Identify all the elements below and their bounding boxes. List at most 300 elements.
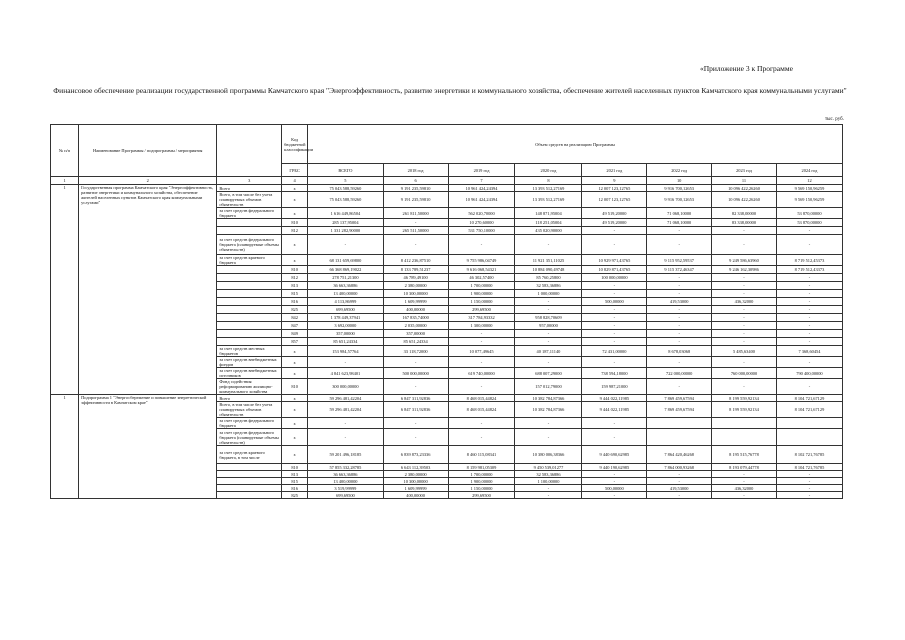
grbs-code: 842 xyxy=(282,314,308,322)
amount-cell: 957,00000 xyxy=(515,322,582,330)
amount-cell: - xyxy=(647,227,712,235)
amount-cell: - xyxy=(582,471,647,478)
column-index: 12 xyxy=(776,177,842,185)
header-year-2024: 2024 год xyxy=(776,164,842,177)
amount-cell: 59 296 481,42204 xyxy=(308,395,384,402)
column-index: 6 xyxy=(383,177,448,185)
amount-cell: 261 811,50000 xyxy=(383,208,448,219)
amount-cell: 4 841 623,98401 xyxy=(308,368,384,379)
amount-cell: - xyxy=(712,306,777,314)
amount-cell: - xyxy=(582,357,647,368)
header-no: № п/п xyxy=(51,125,79,177)
amount-cell: 419,53000 xyxy=(647,485,712,492)
amount-cell: 299,69500 xyxy=(448,306,515,314)
units-label: тыс. руб. xyxy=(825,117,844,122)
amount-cell xyxy=(712,429,777,446)
amount-cell: - xyxy=(776,379,842,395)
amount-cell: - xyxy=(776,306,842,314)
amount-cell: - xyxy=(582,235,647,255)
amount-cell: - xyxy=(647,379,712,395)
amount-cell: - xyxy=(776,485,842,492)
grbs-code: 810 xyxy=(282,464,308,471)
amount-cell: 153 984,57764 xyxy=(308,346,384,357)
column-index: 11 xyxy=(712,177,777,185)
funding-source-label: за счет средств краевого бюджета xyxy=(217,255,282,266)
grbs-code: 847 xyxy=(282,322,308,330)
amount-cell: - xyxy=(647,322,712,330)
amount-cell: 71 068,10000 xyxy=(647,208,712,219)
grbs-code: х xyxy=(282,235,308,255)
amount-cell: 1 150,00000 xyxy=(448,485,515,492)
amount-cell xyxy=(776,429,842,446)
funding-source-label: за счет средств местных бюджетов xyxy=(217,346,282,357)
amount-cell: - xyxy=(515,418,582,429)
amount-cell: - xyxy=(582,338,647,346)
amount-cell: - xyxy=(383,235,448,255)
amount-cell xyxy=(647,429,712,446)
amount-cell: 8 104 721,67129 xyxy=(776,395,842,402)
amount-cell: - xyxy=(776,314,842,322)
amount-cell: 738 594,18000 xyxy=(582,368,647,379)
funding-source-label: Всего, в том числе без учета планируемых объемов обязательств xyxy=(217,402,282,418)
amount-cell: 9 569 150,96259 xyxy=(776,185,842,192)
amount-cell: - xyxy=(647,330,712,338)
amount-cell: 10 300,00000 xyxy=(383,478,448,485)
amount-cell: 436,32000 xyxy=(712,485,777,492)
amount-cell: 10 884 090,49748 xyxy=(515,266,582,274)
amount-cell: 12 007 123,12765 xyxy=(582,185,647,192)
amount-cell: 7 869 459,67594 xyxy=(647,395,712,402)
amount-cell: - xyxy=(776,471,842,478)
column-index-row xyxy=(51,177,843,185)
amount-cell: 3 519,99999 xyxy=(308,485,384,492)
amount-cell: - xyxy=(776,227,842,235)
funding-source-label xyxy=(217,298,282,306)
amount-cell: - xyxy=(515,298,582,306)
funding-source-label xyxy=(217,464,282,471)
amount-cell: - xyxy=(647,492,712,499)
amount-cell: 7 368,60454 xyxy=(776,346,842,357)
amount-cell: - xyxy=(776,274,842,282)
amount-cell xyxy=(776,418,842,429)
amount-cell: 8 193 079,44778 xyxy=(712,464,777,471)
row-number: 1 xyxy=(51,395,79,499)
amount-cell: - xyxy=(383,357,448,368)
header-year-2020: 2020 год xyxy=(515,164,582,177)
amount-cell: 9 616 068,54321 xyxy=(448,266,515,274)
amount-cell: 4 113,86999 xyxy=(308,298,384,306)
amount-cell: 500 000,00000 xyxy=(383,368,448,379)
amount-cell: - xyxy=(647,357,712,368)
amount-cell: 72 431,00000 xyxy=(582,346,647,357)
funding-source-label: Всего xyxy=(217,185,282,192)
amount-cell: 8 199 559,92134 xyxy=(712,402,777,418)
financing-table xyxy=(50,124,843,499)
amount-cell: 8 412 236,87510 xyxy=(383,255,448,266)
amount-cell: 9 569 150,96259 xyxy=(776,192,842,208)
amount-cell: 9 115 952,59537 xyxy=(647,255,712,266)
grbs-code: х xyxy=(282,368,308,379)
amount-cell: - xyxy=(647,314,712,322)
amount-cell: 8 719 512,45373 xyxy=(776,255,842,266)
amount-cell: 59 296 481,42204 xyxy=(308,402,384,418)
amount-cell: - xyxy=(776,478,842,485)
amount-cell: 8 678,03068 xyxy=(647,346,712,357)
amount-cell: 958 828,70609 xyxy=(515,314,582,322)
header-year-2021: 2021 год xyxy=(582,164,647,177)
header-name: Наименование Программы / подпрограммы / мероприятия xyxy=(79,125,217,177)
funding-source-label: за счет средств внебюджетных фондов xyxy=(217,357,282,368)
amount-cell: - xyxy=(582,478,647,485)
amount-cell: 8 199 559,92134 xyxy=(712,395,777,402)
header-year-2022: 2022 год xyxy=(647,164,712,177)
funding-source-label xyxy=(217,314,282,322)
amount-cell: - xyxy=(582,418,647,429)
grbs-code: х xyxy=(282,346,308,357)
amount-cell: - xyxy=(448,418,515,429)
grbs-code: х xyxy=(282,402,308,418)
grbs-code: 810 xyxy=(282,266,308,274)
funding-source-label: за счет средств федерального бюджета (планируемые объемы обязательств) xyxy=(217,235,282,255)
amount-cell: 46 302,57400 xyxy=(448,274,515,282)
amount-cell: 8 159 981,05309 xyxy=(448,464,515,471)
amount-cell: 265 511,50000 xyxy=(383,227,448,235)
amount-cell: 9 115 372,46347 xyxy=(647,266,712,274)
funding-source-label: Всего, в том числе без учета планируемых объемов обязательств xyxy=(217,192,282,208)
amount-cell: 8 468 015,44824 xyxy=(448,402,515,418)
amount-cell: 148 871,95004 xyxy=(515,208,582,219)
funding-source-label xyxy=(217,290,282,298)
amount-cell: 167 835,74000 xyxy=(383,314,448,322)
grbs-code: 857 xyxy=(282,338,308,346)
amount-cell: 32 583,36886 xyxy=(515,282,582,290)
amount-cell: 53 870,00000 xyxy=(776,219,842,227)
amount-cell: - xyxy=(383,379,448,395)
amount-cell: - xyxy=(448,235,515,255)
funding-source-label xyxy=(217,478,282,485)
amount-cell: 1 700,00000 xyxy=(448,282,515,290)
amount-cell: - xyxy=(712,227,777,235)
amount-cell: 85 760,25800 xyxy=(515,274,582,282)
amount-cell: 1 900,00000 xyxy=(448,478,515,485)
amount-cell: 8 104 721,67129 xyxy=(776,402,842,418)
amount-cell: 9 440 690,62985 xyxy=(582,446,647,464)
amount-cell: 10 096 422,26260 xyxy=(712,185,777,192)
amount-cell: 9 444 022,11985 xyxy=(582,402,647,418)
amount-cell: 8 468 015,44824 xyxy=(448,395,515,402)
amount-cell: - xyxy=(582,429,647,446)
grbs-code: х xyxy=(282,395,308,402)
funding-source-label: за счет средств федерального бюджета xyxy=(217,208,282,219)
amount-cell: 1 609,99999 xyxy=(383,485,448,492)
amount-cell: 8 195 515,76778 xyxy=(712,446,777,464)
amount-cell: - xyxy=(582,314,647,322)
amount-cell: 83 338,00000 xyxy=(712,219,777,227)
amount-cell: - xyxy=(647,282,712,290)
amount-cell: 1 700,00000 xyxy=(448,471,515,478)
amount-cell: 100 000,00000 xyxy=(582,274,647,282)
column-index: 3 xyxy=(217,177,282,185)
amount-cell: 59 201 496,18185 xyxy=(308,446,384,464)
amount-cell: 71 068,10000 xyxy=(647,219,712,227)
amount-cell: - xyxy=(515,235,582,255)
document-title: Финансовое обеспечение реализации государственной программы Камчатского края "Энергоэффективность, развитие энергетики и коммунального хозяйства, обеспечение жителей населенных пунктов Камчатского края коммунальными услугами" xyxy=(53,86,847,95)
row-number: 1 xyxy=(51,185,79,395)
amount-cell: - xyxy=(647,471,712,478)
amount-cell: - xyxy=(776,357,842,368)
funding-source-label xyxy=(217,471,282,478)
amount-cell: - xyxy=(383,429,448,446)
funding-source-label: за счет средств краевого бюджета, в том числе xyxy=(217,446,282,464)
amount-cell: 82 338,00000 xyxy=(712,208,777,219)
funding-source-label xyxy=(217,266,282,274)
amount-cell: - xyxy=(448,357,515,368)
amount-cell: 6 847 311,92836 xyxy=(383,402,448,418)
amount-cell: - xyxy=(383,418,448,429)
amount-cell: - xyxy=(515,485,582,492)
grbs-code: х xyxy=(282,357,308,368)
amount-cell: 1 100,00000 xyxy=(515,478,582,485)
grbs-code: х xyxy=(282,446,308,464)
grbs-code: х xyxy=(282,185,308,192)
grbs-code: 825 xyxy=(282,492,308,499)
grbs-code: 810 xyxy=(282,219,308,227)
column-index: 10 xyxy=(647,177,712,185)
amount-cell: 9 450 539,01277 xyxy=(515,464,582,471)
header-year-2018: 2018 год xyxy=(383,164,448,177)
amount-cell: 49 519,20000 xyxy=(582,208,647,219)
amount-cell: - xyxy=(582,330,647,338)
amount-cell: 159 987,21000 xyxy=(582,379,647,395)
header-code: Код бюджетной классификации xyxy=(282,125,308,164)
amount-cell: 11 921 351,11025 xyxy=(515,255,582,266)
amount-cell: 13 393 512,27169 xyxy=(515,192,582,208)
amount-cell: 7 864 420,46268 xyxy=(647,446,712,464)
grbs-code: х xyxy=(282,429,308,446)
amount-cell: 33 118,72000 xyxy=(383,346,448,357)
amount-cell: 9 191 235,59810 xyxy=(383,185,448,192)
amount-cell: - xyxy=(647,338,712,346)
amount-cell: 32 583,36886 xyxy=(515,471,582,478)
header-year-total: ВСЕГО xyxy=(308,164,384,177)
grbs-code: 849 xyxy=(282,330,308,338)
amount-cell: 10 380 006,38366 xyxy=(515,446,582,464)
funding-source-label xyxy=(217,274,282,282)
amount-cell: - xyxy=(515,357,582,368)
amount-cell: 66 368 869,19022 xyxy=(308,266,384,274)
amount-cell: - xyxy=(582,322,647,330)
amount-cell: 46 789,49100 xyxy=(383,274,448,282)
amount-cell: 40 187,11140 xyxy=(515,346,582,357)
amount-cell: 10 382 784,87366 xyxy=(515,402,582,418)
amount-cell: 278 751,21300 xyxy=(308,274,384,282)
amount-cell: 8 719 512,43373 xyxy=(776,266,842,274)
appendix-label: «Приложение 3 к Программе xyxy=(700,64,793,73)
amount-cell: - xyxy=(448,330,515,338)
amount-cell: - xyxy=(448,338,515,346)
amount-cell: - xyxy=(308,418,384,429)
amount-cell: 1 331 282,90000 xyxy=(308,227,384,235)
amount-cell: - xyxy=(712,282,777,290)
column-index: 8 xyxy=(515,177,582,185)
grbs-code: х xyxy=(282,208,308,219)
amount-cell: 1 000,00000 xyxy=(515,290,582,298)
amount-cell: 790 400,00000 xyxy=(776,368,842,379)
amount-cell: 400,00000 xyxy=(383,306,448,314)
amount-cell: 1 300,00000 xyxy=(448,322,515,330)
amount-cell: 10 300,00000 xyxy=(383,290,448,298)
grbs-code: 812 xyxy=(282,274,308,282)
funding-source-label xyxy=(217,306,282,314)
amount-cell: 419,53000 xyxy=(647,298,712,306)
funding-source-label xyxy=(217,282,282,290)
amount-cell: 9 249 586,63960 xyxy=(712,255,777,266)
amount-cell: - xyxy=(515,429,582,446)
amount-cell: 10 096 422,26260 xyxy=(712,192,777,208)
funding-source-label xyxy=(217,322,282,330)
amount-cell: 2 035,00000 xyxy=(383,322,448,330)
amount-cell: - xyxy=(776,235,842,255)
amount-cell: - xyxy=(776,492,842,499)
amount-cell: 531 750,10000 xyxy=(448,227,515,235)
amount-cell: 10 077,49645 xyxy=(448,346,515,357)
amount-cell: - xyxy=(712,492,777,499)
amount-cell: 688 007,29000 xyxy=(515,368,582,379)
funding-source-label xyxy=(217,492,282,499)
grbs-code: 816 xyxy=(282,298,308,306)
header-grbs: ГРБС xyxy=(282,164,308,177)
amount-cell: 1 150,00000 xyxy=(448,298,515,306)
amount-cell: - xyxy=(647,274,712,282)
amount-cell: 13 393 512,27169 xyxy=(515,185,582,192)
header-year-2023: 2023 год xyxy=(712,164,777,177)
amount-cell: - xyxy=(582,282,647,290)
amount-cell: 8 460 115,08341 xyxy=(448,446,515,464)
amount-cell: 9 440 190,62985 xyxy=(582,464,647,471)
amount-cell: 9 444 022,11985 xyxy=(582,395,647,402)
amount-cell: 13 400,00000 xyxy=(308,478,384,485)
funding-source-label: Фонд содействия реформированию жилищно-коммунального хозяйства xyxy=(217,379,282,395)
grbs-code: х xyxy=(282,255,308,266)
amount-cell: - xyxy=(776,298,842,306)
header-volume: Объем средств на реализацию Программы xyxy=(308,125,843,164)
amount-cell: 12 007 123,12765 xyxy=(582,192,647,208)
funding-source-label: за счет средств федерального бюджета (планируемые объемы обязательств) xyxy=(217,429,282,446)
grbs-code: 815 xyxy=(282,478,308,485)
amount-cell: 85 651,24334 xyxy=(383,338,448,346)
funding-source-label: за счет средств внебюджетных источников xyxy=(217,368,282,379)
amount-cell: 10 829 871,43765 xyxy=(582,266,647,274)
amount-cell: 722 000,00000 xyxy=(647,368,712,379)
grbs-code: 813 xyxy=(282,471,308,478)
amount-cell: 562 020,70000 xyxy=(448,208,515,219)
amount-cell: 75 043 588,59260 xyxy=(308,185,384,192)
amount-cell: - xyxy=(515,492,582,499)
amount-cell: 699,69500 xyxy=(308,306,384,314)
column-index: 1 xyxy=(51,177,79,185)
grbs-code: х xyxy=(282,192,308,208)
funding-source-label xyxy=(217,227,282,235)
amount-cell: 500,00000 xyxy=(582,298,647,306)
amount-cell: - xyxy=(647,235,712,255)
amount-cell: 75 043 588,59260 xyxy=(308,192,384,208)
amount-cell: 8 102 721,76785 xyxy=(776,446,842,464)
amount-cell: - xyxy=(308,429,384,446)
amount-cell: 7 864 000,93268 xyxy=(647,464,712,471)
amount-cell: 300 000,00000 xyxy=(308,379,384,395)
amount-cell: - xyxy=(515,338,582,346)
amount-cell: 1 609,99999 xyxy=(383,298,448,306)
amount-cell: - xyxy=(647,478,712,485)
amount-cell: - xyxy=(582,492,647,499)
amount-cell: - xyxy=(712,314,777,322)
amount-cell: - xyxy=(308,357,384,368)
amount-cell: 1 900,00000 xyxy=(448,290,515,298)
amount-cell: - xyxy=(776,330,842,338)
amount-cell: 8 104 721,76785 xyxy=(776,464,842,471)
amount-cell: - xyxy=(582,290,647,298)
amount-cell: 85 651,24334 xyxy=(308,338,384,346)
amount-cell: - xyxy=(776,282,842,290)
amount-cell: 10 961 424,24394 xyxy=(448,192,515,208)
grbs-code: 810 xyxy=(282,379,308,395)
amount-cell: - xyxy=(776,290,842,298)
amount-cell: - xyxy=(712,235,777,255)
funding-source-label: Всего xyxy=(217,395,282,402)
funding-source-label xyxy=(217,330,282,338)
table-row xyxy=(51,395,843,402)
amount-cell: 118 251,05004 xyxy=(515,219,582,227)
amount-cell: 10 270,60000 xyxy=(448,219,515,227)
amount-cell: - xyxy=(308,235,384,255)
amount-cell: - xyxy=(647,306,712,314)
amount-cell: 13 400,00000 xyxy=(308,290,384,298)
amount-cell: 357,00000 xyxy=(308,330,384,338)
grbs-code: 812 xyxy=(282,227,308,235)
amount-cell: - xyxy=(776,338,842,346)
amount-cell: 2 380,00000 xyxy=(383,282,448,290)
amount-cell: - xyxy=(776,322,842,330)
amount-cell: 6 643 112,39503 xyxy=(383,464,448,471)
amount-cell: 3 692,00000 xyxy=(308,322,384,330)
program-name: Подпрограмма 1 "Энергосбережение и повышение энергетической эффективности в Камчатском крае" xyxy=(79,395,217,499)
amount-cell: - xyxy=(383,219,448,227)
amount-cell: - xyxy=(582,306,647,314)
column-index: 9 xyxy=(582,177,647,185)
amount-cell: - xyxy=(712,379,777,395)
amount-cell: - xyxy=(712,471,777,478)
amount-cell: 285 137,95004 xyxy=(308,219,384,227)
amount-cell: 9 191 235,59810 xyxy=(383,192,448,208)
amount-cell: - xyxy=(647,290,712,298)
amount-cell: 9 916 700,12653 xyxy=(647,185,712,192)
amount-cell: - xyxy=(712,357,777,368)
amount-cell: 435 020,90000 xyxy=(515,227,582,235)
grbs-code: 825 xyxy=(282,306,308,314)
amount-cell: 2 380,00000 xyxy=(383,471,448,478)
amount-cell: 9 916 700,12653 xyxy=(647,192,712,208)
amount-cell: 500,00000 xyxy=(582,485,647,492)
funding-source-label xyxy=(217,485,282,492)
amount-cell: 8 133 789,51237 xyxy=(383,266,448,274)
amount-cell: 49 519,20000 xyxy=(582,219,647,227)
column-index: 5 xyxy=(308,177,384,185)
grbs-code: 816 xyxy=(282,485,308,492)
grbs-code: 813 xyxy=(282,282,308,290)
amount-cell: 760 000,00000 xyxy=(712,368,777,379)
amount-cell: 299,69500 xyxy=(448,492,515,499)
amount-cell: 317 784,93332 xyxy=(448,314,515,322)
